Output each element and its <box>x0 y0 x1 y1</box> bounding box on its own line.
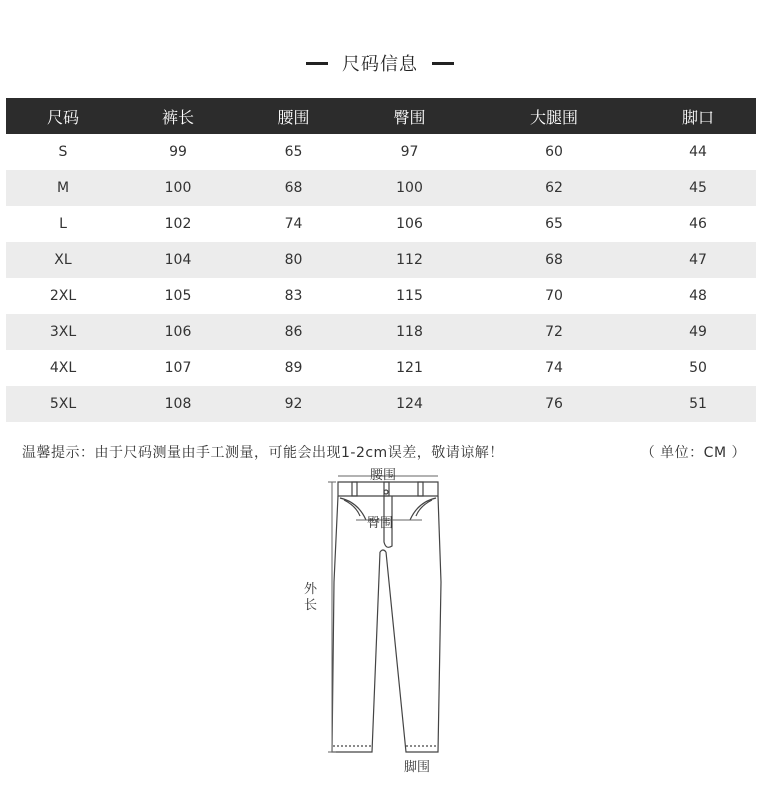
table-row <box>6 134 756 170</box>
table-cell: 68 <box>236 170 351 206</box>
table-cell: 118 <box>351 314 468 350</box>
table-cell: 49 <box>640 314 756 350</box>
table-cell: 89 <box>284 360 303 376</box>
table-row <box>6 242 756 278</box>
table-cell: 102 <box>164 216 192 232</box>
table-row <box>6 206 756 242</box>
pants-diagram <box>300 462 450 782</box>
measurement-note: 温馨提示：由于尺码测量由手工测量，可能会出现1-2cm误差，敬请谅解！ <box>22 445 504 461</box>
table-cell: 83 <box>284 288 303 304</box>
table-cell: 74 <box>545 360 563 376</box>
table-row <box>6 350 756 386</box>
table-cell: L <box>59 216 67 232</box>
header-length: 裤长 <box>120 98 236 134</box>
table-cell: 121 <box>396 360 423 376</box>
table-cell: 99 <box>169 144 187 160</box>
table-cell: 48 <box>689 288 707 304</box>
table-cell: 50 <box>689 360 707 376</box>
table-cell: 44 <box>689 144 707 160</box>
outseam-label: 外长 <box>304 582 318 613</box>
table-cell: 100 <box>351 170 468 206</box>
table-cell: 124 <box>351 386 468 422</box>
table-cell: 76 <box>468 386 640 422</box>
table-row <box>6 170 756 206</box>
table-cell: 45 <box>640 170 756 206</box>
table-cell: 5XL <box>6 386 120 422</box>
table-cell: 80 <box>236 242 351 278</box>
table-cell: M <box>6 170 120 206</box>
table-cell: 2XL <box>49 288 77 304</box>
table-cell: 65 <box>284 144 303 160</box>
table-row <box>6 314 756 350</box>
header-waist: 腰围 <box>236 98 351 134</box>
table-cell: 46 <box>689 216 707 232</box>
table-cell: 97 <box>400 144 419 160</box>
hip-label: 臀围 <box>367 516 394 531</box>
table-cell: 107 <box>164 360 192 376</box>
table-cell: 92 <box>236 386 351 422</box>
title-right-dash <box>432 62 454 65</box>
size-table <box>6 98 756 422</box>
title-left-dash <box>306 62 328 65</box>
section-title <box>0 48 760 78</box>
table-cell: 105 <box>164 288 192 304</box>
table-cell: 74 <box>284 216 303 232</box>
waist-label: 腰围 <box>370 468 397 483</box>
table-cell: 108 <box>120 386 236 422</box>
table-cell: 60 <box>545 144 563 160</box>
table-cell: 70 <box>545 288 563 304</box>
table-header-row <box>6 98 756 134</box>
table-cell: S <box>58 144 68 160</box>
table-cell: 62 <box>468 170 640 206</box>
table-cell: 68 <box>468 242 640 278</box>
table-cell: 106 <box>396 216 423 232</box>
table-cell: 104 <box>120 242 236 278</box>
header-hem: 脚口 <box>640 98 756 134</box>
table-cell: 86 <box>236 314 351 350</box>
pants-outline-icon <box>300 462 450 782</box>
table-cell: XL <box>6 242 120 278</box>
table-cell: 4XL <box>49 360 77 376</box>
table-row <box>6 386 756 422</box>
table-cell: 47 <box>640 242 756 278</box>
table-cell: 72 <box>468 314 640 350</box>
page-title: 尺码信息 <box>342 54 418 75</box>
hem-label: 脚围 <box>404 760 431 775</box>
table-cell: 100 <box>120 170 236 206</box>
unit-label: （ 单位：CM ） <box>640 445 746 461</box>
table-cell: 106 <box>120 314 236 350</box>
table-row <box>6 278 756 314</box>
table-cell: 115 <box>396 288 423 304</box>
table-cell: 65 <box>545 216 563 232</box>
table-cell: 51 <box>640 386 756 422</box>
table-cell: 3XL <box>6 314 120 350</box>
header-thigh: 大腿围 <box>468 98 640 134</box>
header-hip: 臀围 <box>351 98 468 134</box>
table-cell: 112 <box>351 242 468 278</box>
header-size: 尺码 <box>6 98 120 134</box>
